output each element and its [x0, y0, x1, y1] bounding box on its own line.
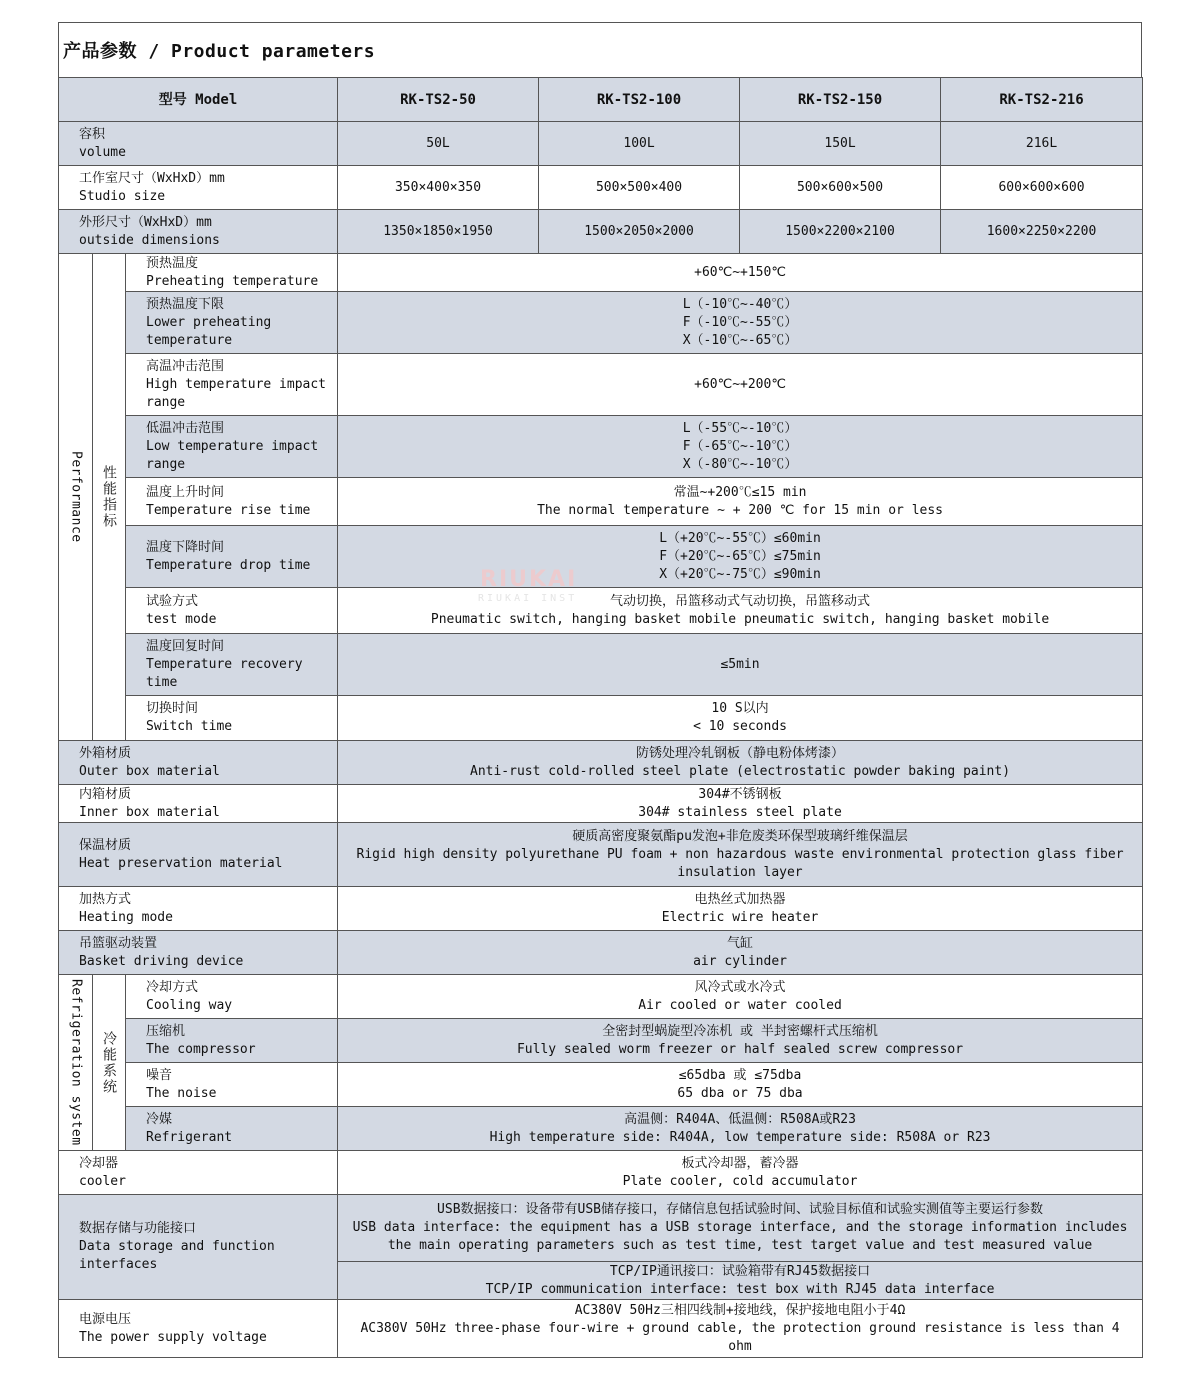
cell-value: 1500×2050×2000	[539, 210, 740, 254]
table-row-low-temp-impact	[59, 416, 1143, 478]
cell-value: TCP/IP通讯接口：试验箱带有RJ45数据接口 TCP/IP communication interface: test box with RJ45 data interface	[338, 1262, 1143, 1300]
row-label: 加热方式 Heating mode	[59, 887, 338, 931]
watermark-logo: RIUKAI	[480, 567, 578, 592]
row-label: 试验方式 test mode	[126, 588, 338, 634]
model-header: 型号 Model	[59, 78, 338, 122]
table-row-inner-box	[59, 785, 1143, 823]
cell-value: L（-55℃~-10℃） F（-65℃~-10℃） X（-80℃~-10℃）	[338, 416, 1143, 478]
table-row-refrigerant	[59, 1107, 1143, 1151]
table-row-data-storage-usb	[59, 1195, 1143, 1262]
row-label: 切换时间 Switch time	[126, 696, 338, 741]
row-label: 温度上升时间 Temperature rise time	[126, 478, 338, 526]
table-header-row	[59, 78, 1143, 122]
table-row-high-temp-impact	[59, 354, 1143, 416]
table-row-temp-recovery-time	[59, 634, 1143, 696]
row-label: 吊篮驱动装置 Basket driving device	[59, 931, 338, 975]
cell-value: 150L	[740, 122, 941, 166]
table-row-switch-time	[59, 696, 1143, 741]
cell-value: 气缸 air cylinder	[338, 931, 1143, 975]
model-header-1: RK-TS2-50	[338, 78, 539, 122]
table-row-volume	[59, 122, 1143, 166]
table-row-lower-preheating	[59, 292, 1143, 354]
row-label: 工作室尺寸（WxHxD）mm Studio size	[59, 166, 338, 210]
model-header-2: RK-TS2-100	[539, 78, 740, 122]
cell-value: 气动切换，吊篮移动式气动切换，吊篮移动式 Pneumatic switch, hanging basket mobile pneumatic switch, hanging basket mobile	[338, 588, 1143, 634]
page-title: 产品参数 / Product parameters	[58, 22, 1142, 77]
row-label: 冷媒 Refrigerant	[126, 1107, 338, 1151]
table-row-cooler	[59, 1151, 1143, 1195]
refrigeration-group-en: Refrigeration system	[59, 975, 93, 1151]
cell-value: 1600×2250×2200	[941, 210, 1143, 254]
cell-value: 10 S以内 < 10 seconds	[338, 696, 1143, 741]
cell-value: ≤65dba 或 ≤75dba 65 dba or 75 dba	[338, 1063, 1143, 1107]
row-label: 容积 volume	[59, 122, 338, 166]
table-row-outside-dimensions	[59, 210, 1143, 254]
watermark-subtext: RIUKAI INST	[478, 593, 578, 604]
row-label: 冷却方式 Cooling way	[126, 975, 338, 1019]
model-header-3: RK-TS2-150	[740, 78, 941, 122]
table-row-outer-box	[59, 741, 1143, 785]
cell-value: 1350×1850×1950	[338, 210, 539, 254]
cell-value: 风冷式或水冷式 Air cooled or water cooled	[338, 975, 1143, 1019]
refrigeration-group-cn: 冷能系统	[93, 975, 126, 1151]
performance-group-cn: 性能指标	[93, 254, 126, 741]
cell-value: 304#不锈钢板 304# stainless steel plate	[338, 785, 1143, 823]
cell-value: L（+20℃~-55℃）≤60min F（+20℃~-65℃）≤75min X（+20℃~-75℃）≤90min	[338, 526, 1143, 588]
row-label: 外箱材质 Outer box material	[59, 741, 338, 785]
table-row-cooling-way	[59, 975, 1143, 1019]
cell-value: 防锈处理冷轧钢板（静电粉体烤漆） Anti-rust cold-rolled steel plate (electrostatic powder baking paint)	[338, 741, 1143, 785]
row-label: 保温材质 Heat preservation material	[59, 823, 338, 887]
table-row-studio-size	[59, 166, 1143, 210]
model-header-4: RK-TS2-216	[941, 78, 1143, 122]
cell-value: 500×600×500	[740, 166, 941, 210]
row-label: 电源电压 The power supply voltage	[59, 1300, 338, 1358]
cell-value: 常温~+200℃≤15 min The normal temperature ~ + 200 ℃ for 15 min or less	[338, 478, 1143, 526]
cell-value: 高温侧：R404A、低温侧：R508A或R23 High temperature side: R404A, low temperature side: R508A or R23	[338, 1107, 1143, 1151]
cell-value: +60℃~+150℃	[338, 254, 1143, 292]
row-label: 预热温度下限 Lower preheating temperature	[126, 292, 338, 354]
cell-value: USB数据接口：设备带有USB储存接口，存储信息包括试验时间、试验目标值和试验实测值等主要运行参数 USB data interface: the equipment has a USB storage interface, and the storage information includes the main operating parameters such as test time, test target value and test measured value	[338, 1195, 1143, 1262]
table-row-preheating-temperature	[59, 254, 1143, 292]
cell-value: 1500×2200×2100	[740, 210, 941, 254]
cell-value: 电热丝式加热器 Electric wire heater	[338, 887, 1143, 931]
cell-value: 板式冷却器，蓄冷器 Plate cooler, cold accumulator	[338, 1151, 1143, 1195]
cell-value: 600×600×600	[941, 166, 1143, 210]
row-label: 低温冲击范围 Low temperature impact range	[126, 416, 338, 478]
row-label: 冷却器 cooler	[59, 1151, 338, 1195]
row-label: 温度下降时间 Temperature drop time	[126, 526, 338, 588]
cell-value: 350×400×350	[338, 166, 539, 210]
cell-value: 硬质高密度聚氨酯pu发泡+非危废类环保型玻璃纤维保温层 Rigid high density polyurethane PU foam + non hazardous waste environmental protection glass fiber insulation layer	[338, 823, 1143, 887]
cell-value: 50L	[338, 122, 539, 166]
row-label: 内箱材质 Inner box material	[59, 785, 338, 823]
table-row-temp-rise-time	[59, 478, 1143, 526]
table-row-basket-driving	[59, 931, 1143, 975]
row-label: 温度回复时间 Temperature recovery time	[126, 634, 338, 696]
cell-value: AC380V 50Hz三相四线制+接地线，保护接地电阻小于4Ω AC380V 50Hz three-phase four-wire + ground cable, the protection ground resistance is less than 4 ohm	[338, 1300, 1143, 1358]
table-row-test-mode	[59, 588, 1143, 634]
table-row-noise	[59, 1063, 1143, 1107]
row-label: 噪音 The noise	[126, 1063, 338, 1107]
cell-value: 100L	[539, 122, 740, 166]
performance-group-en: Performance	[59, 254, 93, 741]
table-row-compressor	[59, 1019, 1143, 1063]
cell-value: 全密封型蜗旋型冷冻机 或 半封密螺杆式压缩机 Fully sealed worm freezer or half sealed screw compressor	[338, 1019, 1143, 1063]
table-row-temp-drop-time	[59, 526, 1143, 588]
cell-value: L（-10℃~-40℃） F（-10℃~-55℃） X（-10℃~-65℃）	[338, 292, 1143, 354]
table-row-heating-mode	[59, 887, 1143, 931]
row-label: 高温冲击范围 High temperature impact range	[126, 354, 338, 416]
cell-value: +60℃~+200℃	[338, 354, 1143, 416]
table-row-heat-preservation	[59, 823, 1143, 887]
parameters-table	[58, 77, 1143, 1358]
cell-value: 500×500×400	[539, 166, 740, 210]
product-parameters-sheet	[58, 22, 1142, 1358]
cell-value: 216L	[941, 122, 1143, 166]
row-label: 压缩机 The compressor	[126, 1019, 338, 1063]
cell-value: ≤5min	[338, 634, 1143, 696]
row-label: 预热温度 Preheating temperature	[126, 254, 338, 292]
row-label: 外形尺寸（WxHxD）mm outside dimensions	[59, 210, 338, 254]
table-row-power-supply	[59, 1300, 1143, 1358]
row-label: 数据存储与功能接口 Data storage and function interfaces	[59, 1195, 338, 1300]
